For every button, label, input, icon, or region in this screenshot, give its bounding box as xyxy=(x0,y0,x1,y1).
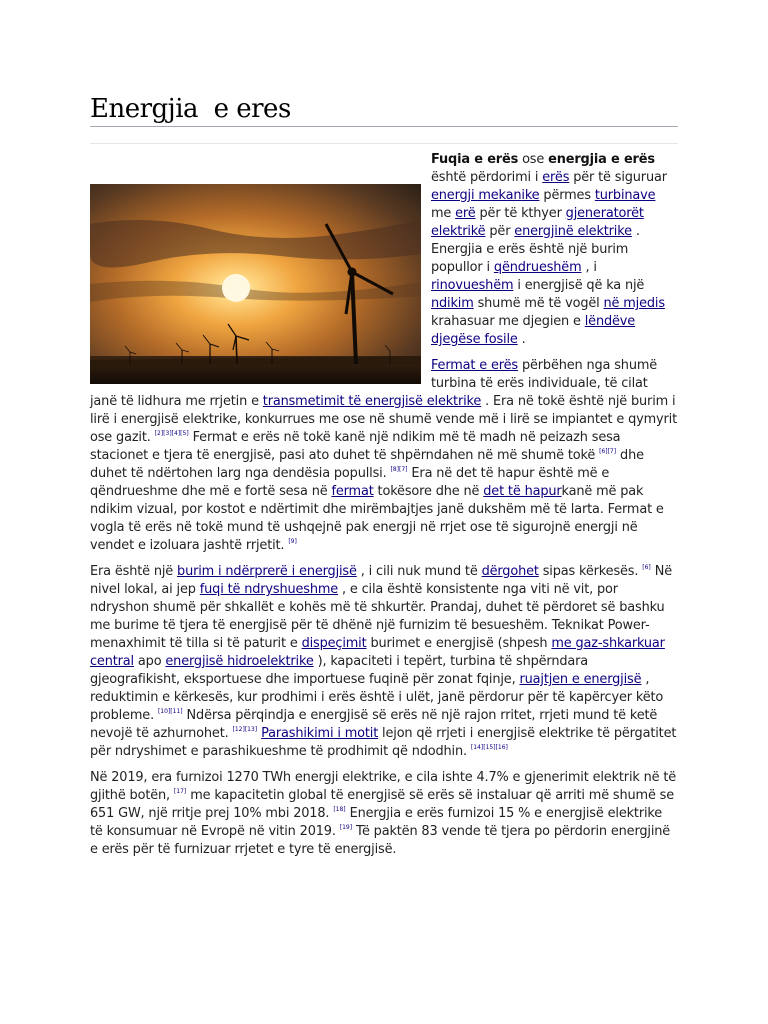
body-text: Energjia e erës furnizoi 15 % e energjisë elektrike të konsumuar në Evropë në vitin 2019. xyxy=(90,806,663,839)
body-text: tokësore dhe në xyxy=(373,484,484,499)
paragraph-wind-farms xyxy=(90,357,678,555)
body-text: , i xyxy=(581,260,597,275)
article-link[interactable]: në mjedis xyxy=(603,296,665,311)
article-link[interactable]: transmetimit të energjisë elektrike xyxy=(262,394,482,409)
body-text: apo xyxy=(133,654,166,669)
body-text: me kapacitetin global të energjisë së erës së instaluar që arriti më shumë se 651 GW, një rritje prej 10% mbi 2018. xyxy=(90,788,675,821)
body-text: për të kthyer xyxy=(475,206,566,221)
body-text: burimet e energjisë (shpesh xyxy=(366,636,552,651)
body-text: për të siguruar xyxy=(569,170,667,185)
body-text: Fermat e erës në tokë kanë një ndikim më të madh në peizazh sesa stacionet e tjera të energjisë, pasi ato duhet të shpërndahen në më shumë tokë xyxy=(90,430,621,463)
article-link[interactable]: energjisë hidroelektrike xyxy=(165,654,314,669)
paragraph-statistics xyxy=(90,769,678,859)
body-text: . Era në tokë është një burim i lirë i energjisë elektrike, konkurrues me ose në shumë vende më i lirë se impiantet e qymyrit ose gazit. xyxy=(90,394,677,445)
body-text: . xyxy=(517,332,526,347)
article-link[interactable]: energji mekanike xyxy=(431,188,540,203)
body-text: ose xyxy=(518,152,549,167)
wind-turbines-photo[interactable] xyxy=(90,184,421,384)
article-body xyxy=(90,151,678,867)
article-link[interactable]: burim i ndërprerë i energjisë xyxy=(177,564,357,579)
body-text: lejon që rrjeti i energjisë elektrike të përgatitet për ndryshimet e parashikueshme të prodhimit që ndodhin. xyxy=(90,726,677,759)
body-text: krahasuar me djegien e xyxy=(431,314,585,329)
article-link[interactable]: fuqi të ndryshueshme xyxy=(199,582,339,597)
article-link[interactable]: ndikim xyxy=(431,296,474,311)
body-text: kanë më pak ndikim vizual, por kostot e ndërtimit dhe mirëmbajtjes janë dukshëm më të larta. Fermat e vogla të erës në tokë mund të ushqejnë pak energji në rrjet ose të sigurojnë energji në vendet e izoluara jashtë rrjetit. xyxy=(90,484,664,553)
article-link[interactable]: det të hapur xyxy=(483,484,562,499)
article-link[interactable]: turbinave xyxy=(594,188,656,203)
reference-link[interactable]: [6] xyxy=(642,564,651,571)
article-link[interactable]: energjinë elektrike xyxy=(514,224,632,239)
article-link[interactable]: erë xyxy=(455,206,476,221)
paragraph-intro xyxy=(90,151,678,349)
body-text: i energjisë që ka një xyxy=(513,278,645,293)
body-text: përbëhen nga shumë turbina të erës individuale, të cilat janë të lidhura me rrjetin e xyxy=(90,358,658,409)
bold-term: energjia e erës xyxy=(548,152,655,167)
body-text: përmes xyxy=(539,188,595,203)
paragraph-intermittency xyxy=(90,563,678,761)
reference-link[interactable]: [18] xyxy=(333,806,346,813)
body-text: . Energjia e erës është një burim popullor i xyxy=(431,224,640,275)
article-link[interactable]: gjeneratorët elektrikë xyxy=(431,206,644,239)
body-text: Ndërsa përqindja e energjisë së erës në një rajon rritet, rrjeti mund të ketë nevojë të azhurnohet. xyxy=(90,708,658,741)
article-link[interactable]: dërgohet xyxy=(481,564,539,579)
article-link[interactable]: qëndrueshëm xyxy=(493,260,582,275)
reference-link[interactable]: [9] xyxy=(288,538,297,545)
body-text: Era është një xyxy=(90,564,178,579)
reference-link[interactable]: [17] xyxy=(173,788,187,795)
reference-link[interactable]: [14][15][16] xyxy=(470,744,508,751)
reference-link[interactable]: [10][11] xyxy=(157,708,183,715)
wind-turbines-sunset-icon xyxy=(90,184,421,384)
page-title: Energjia e eres xyxy=(90,94,291,124)
body-text: , e cila është konsistente nga viti në vit, por ndryshon shumë për shkallët e kohës më të shkurtër. Prandaj, duhet të përdoret së bashku me burime të tjera të energjisë për të dhënë një furnizim të besueshëm. Teknikat Power-menaxhimit të tilla si të paturit e xyxy=(90,582,665,651)
bold-term: Fuqia e erës xyxy=(431,152,519,167)
article-link[interactable]: me gaz-shkarkuar central xyxy=(90,636,665,669)
article-link[interactable]: fermat xyxy=(331,484,374,499)
article-link[interactable]: lëndëve djegëse fosile xyxy=(431,314,636,347)
reference-link[interactable]: [2][3][4][5] xyxy=(154,430,189,437)
body-text: sipas kërkesës. xyxy=(538,564,643,579)
body-text: ), kapaciteti i tepërt, turbina të shpërndara gjeografikisht, eksportuese dhe importuese fuqinë për zonat fqinje, xyxy=(90,654,589,687)
article-link[interactable]: erës xyxy=(542,170,570,185)
body-text: Në nivel lokal, ai jep xyxy=(90,564,672,597)
reference-link[interactable]: [6][7] xyxy=(599,448,617,455)
body-text: dhe duhet të ndërtohen larg nga dendësia popullsi. xyxy=(90,448,644,481)
body-text: , i cili nuk mund të xyxy=(356,564,482,579)
body-text: Në 2019, era furnizoi 1270 TWh energji elektrike, e cila ishte 4.7% e gjenerimit elektrik në të gjithë botën, xyxy=(90,770,677,803)
body-text: shumë më të vogël xyxy=(473,296,604,311)
article-link[interactable]: Parashikimi i motit xyxy=(261,726,379,741)
article-link[interactable]: Fermat e erës xyxy=(431,358,518,373)
body-text: Të paktën 83 vende të tjera po përdorin energjinë e erës për të furnizuar rrjetet e tyre të energjisë. xyxy=(90,824,671,857)
subtitle-divider xyxy=(90,143,678,144)
body-text: , reduktimin e kërkesës, kur prodhimi i erës është i ulët, janë përdorur për të kapërcyer këto probleme. xyxy=(90,672,664,723)
title-divider xyxy=(90,126,678,127)
body-text: me xyxy=(431,206,456,221)
reference-link[interactable]: [12][13] xyxy=(232,726,258,733)
body-text: është përdorimi i xyxy=(431,170,543,185)
article-link[interactable]: dispeçimit xyxy=(301,636,367,651)
body-text: Era në det të hapur është më e qëndrueshme dhe më e fortë sesa në xyxy=(90,466,610,499)
article-link[interactable]: ruajtjen e energjisë xyxy=(519,672,642,687)
reference-link[interactable]: [19] xyxy=(339,824,353,831)
body-text: për xyxy=(485,224,515,239)
article-link[interactable]: rinovueshëm xyxy=(431,278,514,293)
reference-link[interactable]: [8][7] xyxy=(390,466,408,473)
